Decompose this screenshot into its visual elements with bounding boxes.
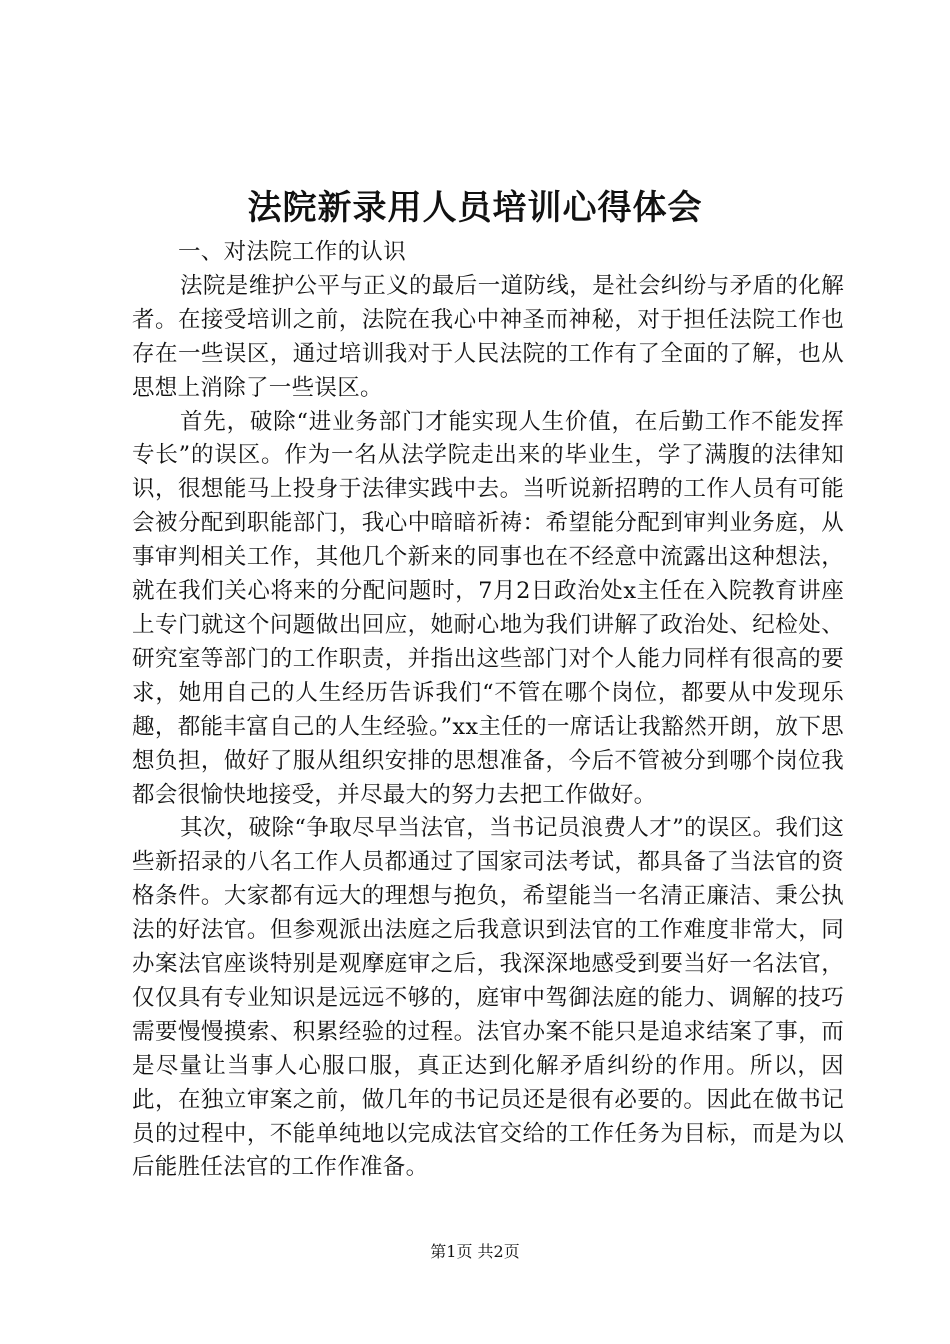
- document-title: 法院新录用人员培训心得体会: [247, 188, 703, 228]
- paragraph-second-point: 其次，破除“争取尽早当法官，当书记员浪费人才”的误区。我们这些新招录的八名工作人员都通过了国家司法考试，都具备了当法官的资格条件。大家都有远大的理想与抱负，希望能当一名清正廉洁、秉公执法的好法官。但参观派出法庭之后我意识到法官的工作难度非常大，同办案法官座谈特别是观摩庭审之后，我深深地感受到要当好一名法官，仅仅具有专业知识是远远不够的，庭审中驾御法庭的能力、调解的技巧需要慢慢摸索、积累经验的过程。法官办案不能只是追求结案了事，而是尽量让当事人心服口服，真正达到化解矛盾纠纷的作用。所以，因此，在独立审案之前，做几年的书记员还是很有必要的。因此在做书记员的过程中，不能单纯地以完成法官交给的工作任务为目标，而是为以后能胜任法官的工作作准备。: [132, 815, 844, 1181]
- paragraph-first-point: 首先，破除“进业务部门才能实现人生价值，在后勤工作不能发挥专长”的误区。作为一名从法学院走出来的毕业生，学了满腹的法律知识，很想能马上投身于法律实践中去。当听说新招聘的工作人员有可能会被分配到职能部门，我心中暗暗祈祷：希望能分配到审判业务庭，从事审判相关工作，其他几个新来的同事也在不经意中流露出这种想法，就在我们关心将来的分配问题时，7月2日政治处x主任在入院教育讲座上专门就这个问题做出回应，她耐心地为我们讲解了政治处、纪检处、研究室等部门的工作职责，并指出这些部门对个人能力同样有很高的要求，她用自己的人生经历告诉我们“不管在哪个岗位，都要从中发现乐趣，都能丰富自己的人生经验。”xx主任的一席话让我豁然开朗，放下思想负担，做好了服从组织安排的思想准备，今后不管被分到哪个岗位我都会很愉快地接受，并尽最大的努力去把工作做好。: [132, 408, 844, 808]
- section-heading: 一、对法院工作的认识: [178, 239, 407, 265]
- page-footer: 第1页 共2页: [430, 1242, 520, 1261]
- document-body: [132, 236, 844, 1185]
- paragraph-intro: 法院是维护公平与正义的最后一道防线，是社会纠纷与矛盾的化解者。在接受培训之前，法院在我心中神圣而神秘，对于担任法院工作也存在一些误区，通过培训我对于人民法院的工作有了全面的了解，也从思想上消除了一些误区。: [132, 272, 844, 401]
